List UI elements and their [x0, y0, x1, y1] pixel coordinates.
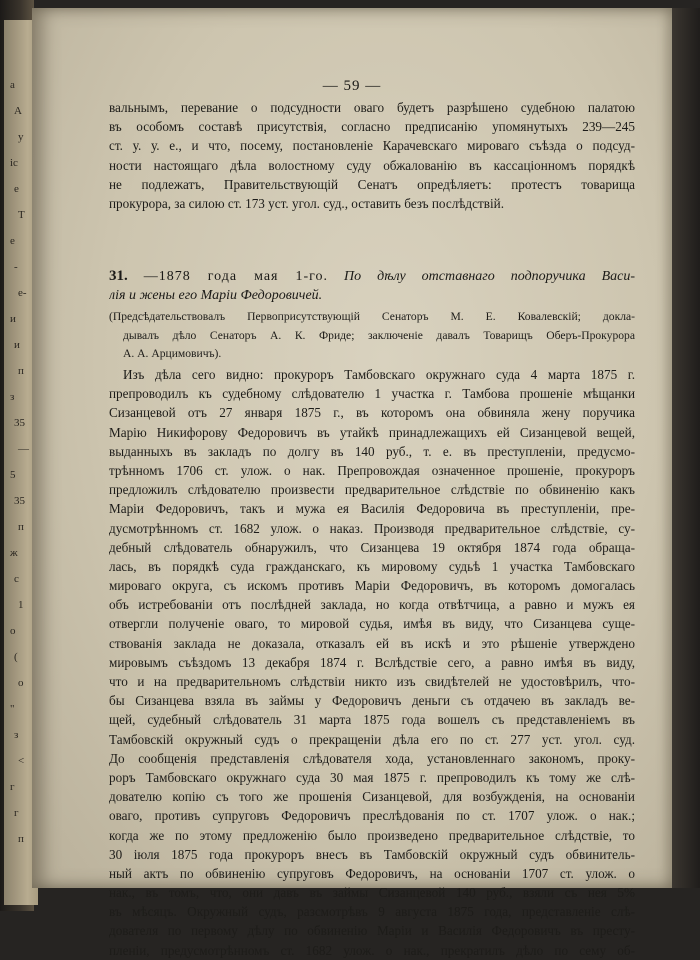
case-title-line-1: По дѣлу отставнаго подпоручика Васи-	[344, 269, 635, 284]
body-line: ный актъ по обвиненію супруговъ Федоровичъ, на основаніи 1707 ст. улож. о	[109, 865, 635, 881]
margin-fragment: 1	[18, 599, 24, 611]
body-line: препроводилъ къ судебному слѣдователю 1 участка г. Тамбова прошеніе мѣщанки	[109, 386, 635, 402]
body-line: когда же по этому предложенію было произведено предварительное слѣдствіе, то	[109, 827, 635, 843]
body-line: Сизанцевой отъ 27 января 1875 г., въ которомъ она обвиняла жену поручика	[109, 405, 635, 421]
margin-fragment: "	[10, 703, 15, 715]
body-line: дователя по первому дѣлу по обвиненію Маріи и Василія Федоровичъ въ престу-	[109, 923, 635, 939]
body-line: ствованія заклада не доказала, отказалъ ей въ искѣ и это рѣшеніе утверждено	[109, 635, 635, 651]
margin-fragment: <	[18, 755, 25, 767]
margin-fragment: A	[14, 105, 22, 117]
body-line: дебный слѣдователь обнаружилъ, что Сизанцева 19 октября 1874 года обраща-	[109, 539, 635, 555]
body-line: трѣнномъ 1706 ст. улож. о нак. Препровождая означенное прошеніе, прокуроръ	[109, 462, 635, 478]
intro-line: вальнымъ, перевание о подсудности оваго будетъ разрѣшено судебною палатою	[109, 100, 635, 115]
body-line: лась, въ порядкѣ суда гражданскаго, къ мировому судьѣ 1 участка Тамбовскаго	[109, 558, 635, 574]
note-line: А. А. Арцимовичъ).	[123, 347, 222, 360]
body-line: оваго, противъ супруговъ Федоровичъ преслѣдованія по ст. 1707 улож. о нак.;	[109, 808, 635, 824]
body-line: выданныхъ въ закладъ по долгу въ 140 руб., т. е. въ преступленіи, предусмо-	[109, 443, 635, 459]
court-composition-note	[109, 308, 635, 364]
body-line: отвергли полученіе оваго, то мировой судья, имѣя въ виду, что Сизанцева суще-	[109, 616, 635, 632]
intro-line: ности настоящаго дѣла волостному суду обжалованію въ кассаціонномъ порядкѣ	[109, 157, 635, 173]
note-line: дывалъ дѣло Сенаторъ А. К. Фриде; заключеніе давалъ Товарищъ Оберъ-Прокурора	[123, 328, 635, 342]
body-line: 30 іюля 1875 года прокуроръ внесъ въ Тамбовскій окружный судъ обвинитель-	[109, 846, 635, 862]
body-line: бы Сизанцева взяла въ займы у Федоровичъ деньги съ отдачею въ закладъ ве-	[109, 693, 635, 709]
margin-fragment: е-	[18, 287, 27, 299]
margin-fragment: г	[14, 807, 19, 819]
margin-fragment: п	[18, 365, 24, 377]
margin-fragment: e	[14, 183, 19, 195]
intro-line: ст. у. у. е., и что, посему, постановленіе Карачевскаго мироваго съѣзда о подсуд-	[109, 138, 635, 154]
body-line: Тамбовскій окружный судъ о прекращеніи дѣла его по ст. 277 уст. угол. суд.	[109, 731, 635, 747]
margin-fragment: 35	[14, 495, 25, 507]
body-line: дусмотрѣнномъ ст. 1682 улож. о наказ. Производя предварительное слѣдствіе, су-	[109, 520, 635, 536]
body-line: роръ Тамбовскаго окружнаго суда 30 мая 1875 г. препроводилъ къ тому же слѣ-	[109, 769, 635, 785]
book-page	[32, 8, 672, 958]
body-line: мировымъ съѣздомъ 13 декабря 1874 г. Вслѣдствіе сего, а равно имѣя въ виду,	[109, 654, 635, 670]
margin-fragment: -	[14, 261, 18, 273]
dark-background-edge	[672, 8, 700, 888]
margin-fragment: 5	[10, 469, 16, 481]
body-line: пленіи, предусмотрѣнномъ ст. 1682 улож. о нак., прекратилъ дѣло по сему об-	[109, 942, 635, 958]
case-date: —1878 года мая 1-го.	[143, 269, 329, 284]
case-title-line-2: лія и жены его Маріи Федоровичей.	[109, 288, 323, 303]
margin-fragment: и	[10, 313, 16, 325]
margin-fragment: ж	[10, 547, 18, 559]
margin-fragment: п	[18, 833, 24, 845]
case-body	[109, 365, 635, 960]
body-line: Марію Никифорову Федоровичъ въ утайкѣ принадлежащихъ ей Сизанцевой вещей,	[109, 424, 635, 440]
margin-fragment: e	[10, 235, 15, 247]
intro-line: въ особомъ составѣ присутствія, согласно предписанію упомянутыхъ 239—245	[109, 119, 635, 135]
case-heading	[109, 266, 635, 306]
intro-line: прокурора, за силою ст. 173 уст. угол. суд., оставить безъ послѣдствій.	[109, 195, 505, 211]
page-number: — 59 —	[322, 78, 382, 94]
margin-fragment: y	[18, 131, 24, 143]
body-line: Маріи Федоровичъ, такъ и мужа ея Василія Федоровича въ преступленіи, пре-	[109, 501, 635, 517]
margin-fragment: (	[14, 651, 18, 663]
body-line: что и на предварительномъ слѣдствіи никто изъ свидѣтелей не удостовѣрилъ, что-	[109, 674, 635, 689]
margin-fragment: г	[10, 781, 15, 793]
body-line: предложилъ слѣдователю произвести предварительное слѣдствіе по обвиненію какъ	[109, 482, 635, 498]
margin-fragment: T	[18, 209, 25, 221]
margin-fragment: a	[10, 79, 15, 91]
margin-fragment: и	[14, 339, 20, 351]
margin-fragment: з	[10, 391, 15, 403]
intro-line: не подлежатъ, Правительствующій Сенатъ опредѣляетъ: протестъ товарища	[109, 176, 635, 192]
body-line: щей, судебный слѣдователь 31 марта 1875 года вошелъ съ представленіемъ въ	[109, 712, 635, 728]
body-line: въ мѣсяцъ. Окружный судъ, разсмотрѣвъ 9 августа 1875 года, представленіе слѣ-	[109, 904, 635, 920]
body-line: объ истребованіи отъ послѣдней заклада, но когда отвѣтчица, а равно и мужъ ея	[109, 597, 635, 613]
margin-fragment: ic	[10, 157, 18, 169]
body-line: дователю копію съ того же прошенія Сизанцевой, для возбужденія, на основаніи	[109, 789, 635, 805]
body-line: До сообщенія представленія слѣдователя хода, установленнаго закономъ, проку-	[109, 750, 635, 766]
case-number: 31.	[109, 268, 128, 284]
margin-fragment: з	[14, 729, 19, 741]
margin-fragment: с	[14, 573, 19, 585]
body-line: нак., въ томъ, что, они давъ въ займы Сизанцевой 140 руб., взяли съ нея 5%	[109, 885, 635, 901]
margin-fragment: —	[18, 443, 29, 455]
body-line: Изъ дѣла сего видно: прокуроръ Тамбовскаго окружнаго суда 4 марта 1875 г.	[123, 367, 635, 382]
margin-fragment: 35	[14, 417, 25, 429]
margin-fragment: о	[10, 625, 16, 637]
body-line: мироваго округа, съ искомъ противъ Маріи Федоровичъ, въ которомъ домогалась	[109, 578, 635, 594]
note-line: (Предсѣдательствовалъ Первоприсутствующій Сенаторъ М. Е. Ковалевскій; докла-	[109, 310, 635, 323]
intro-paragraph	[109, 98, 635, 213]
margin-fragment: п	[18, 521, 24, 533]
margin-fragment: о	[18, 677, 24, 689]
